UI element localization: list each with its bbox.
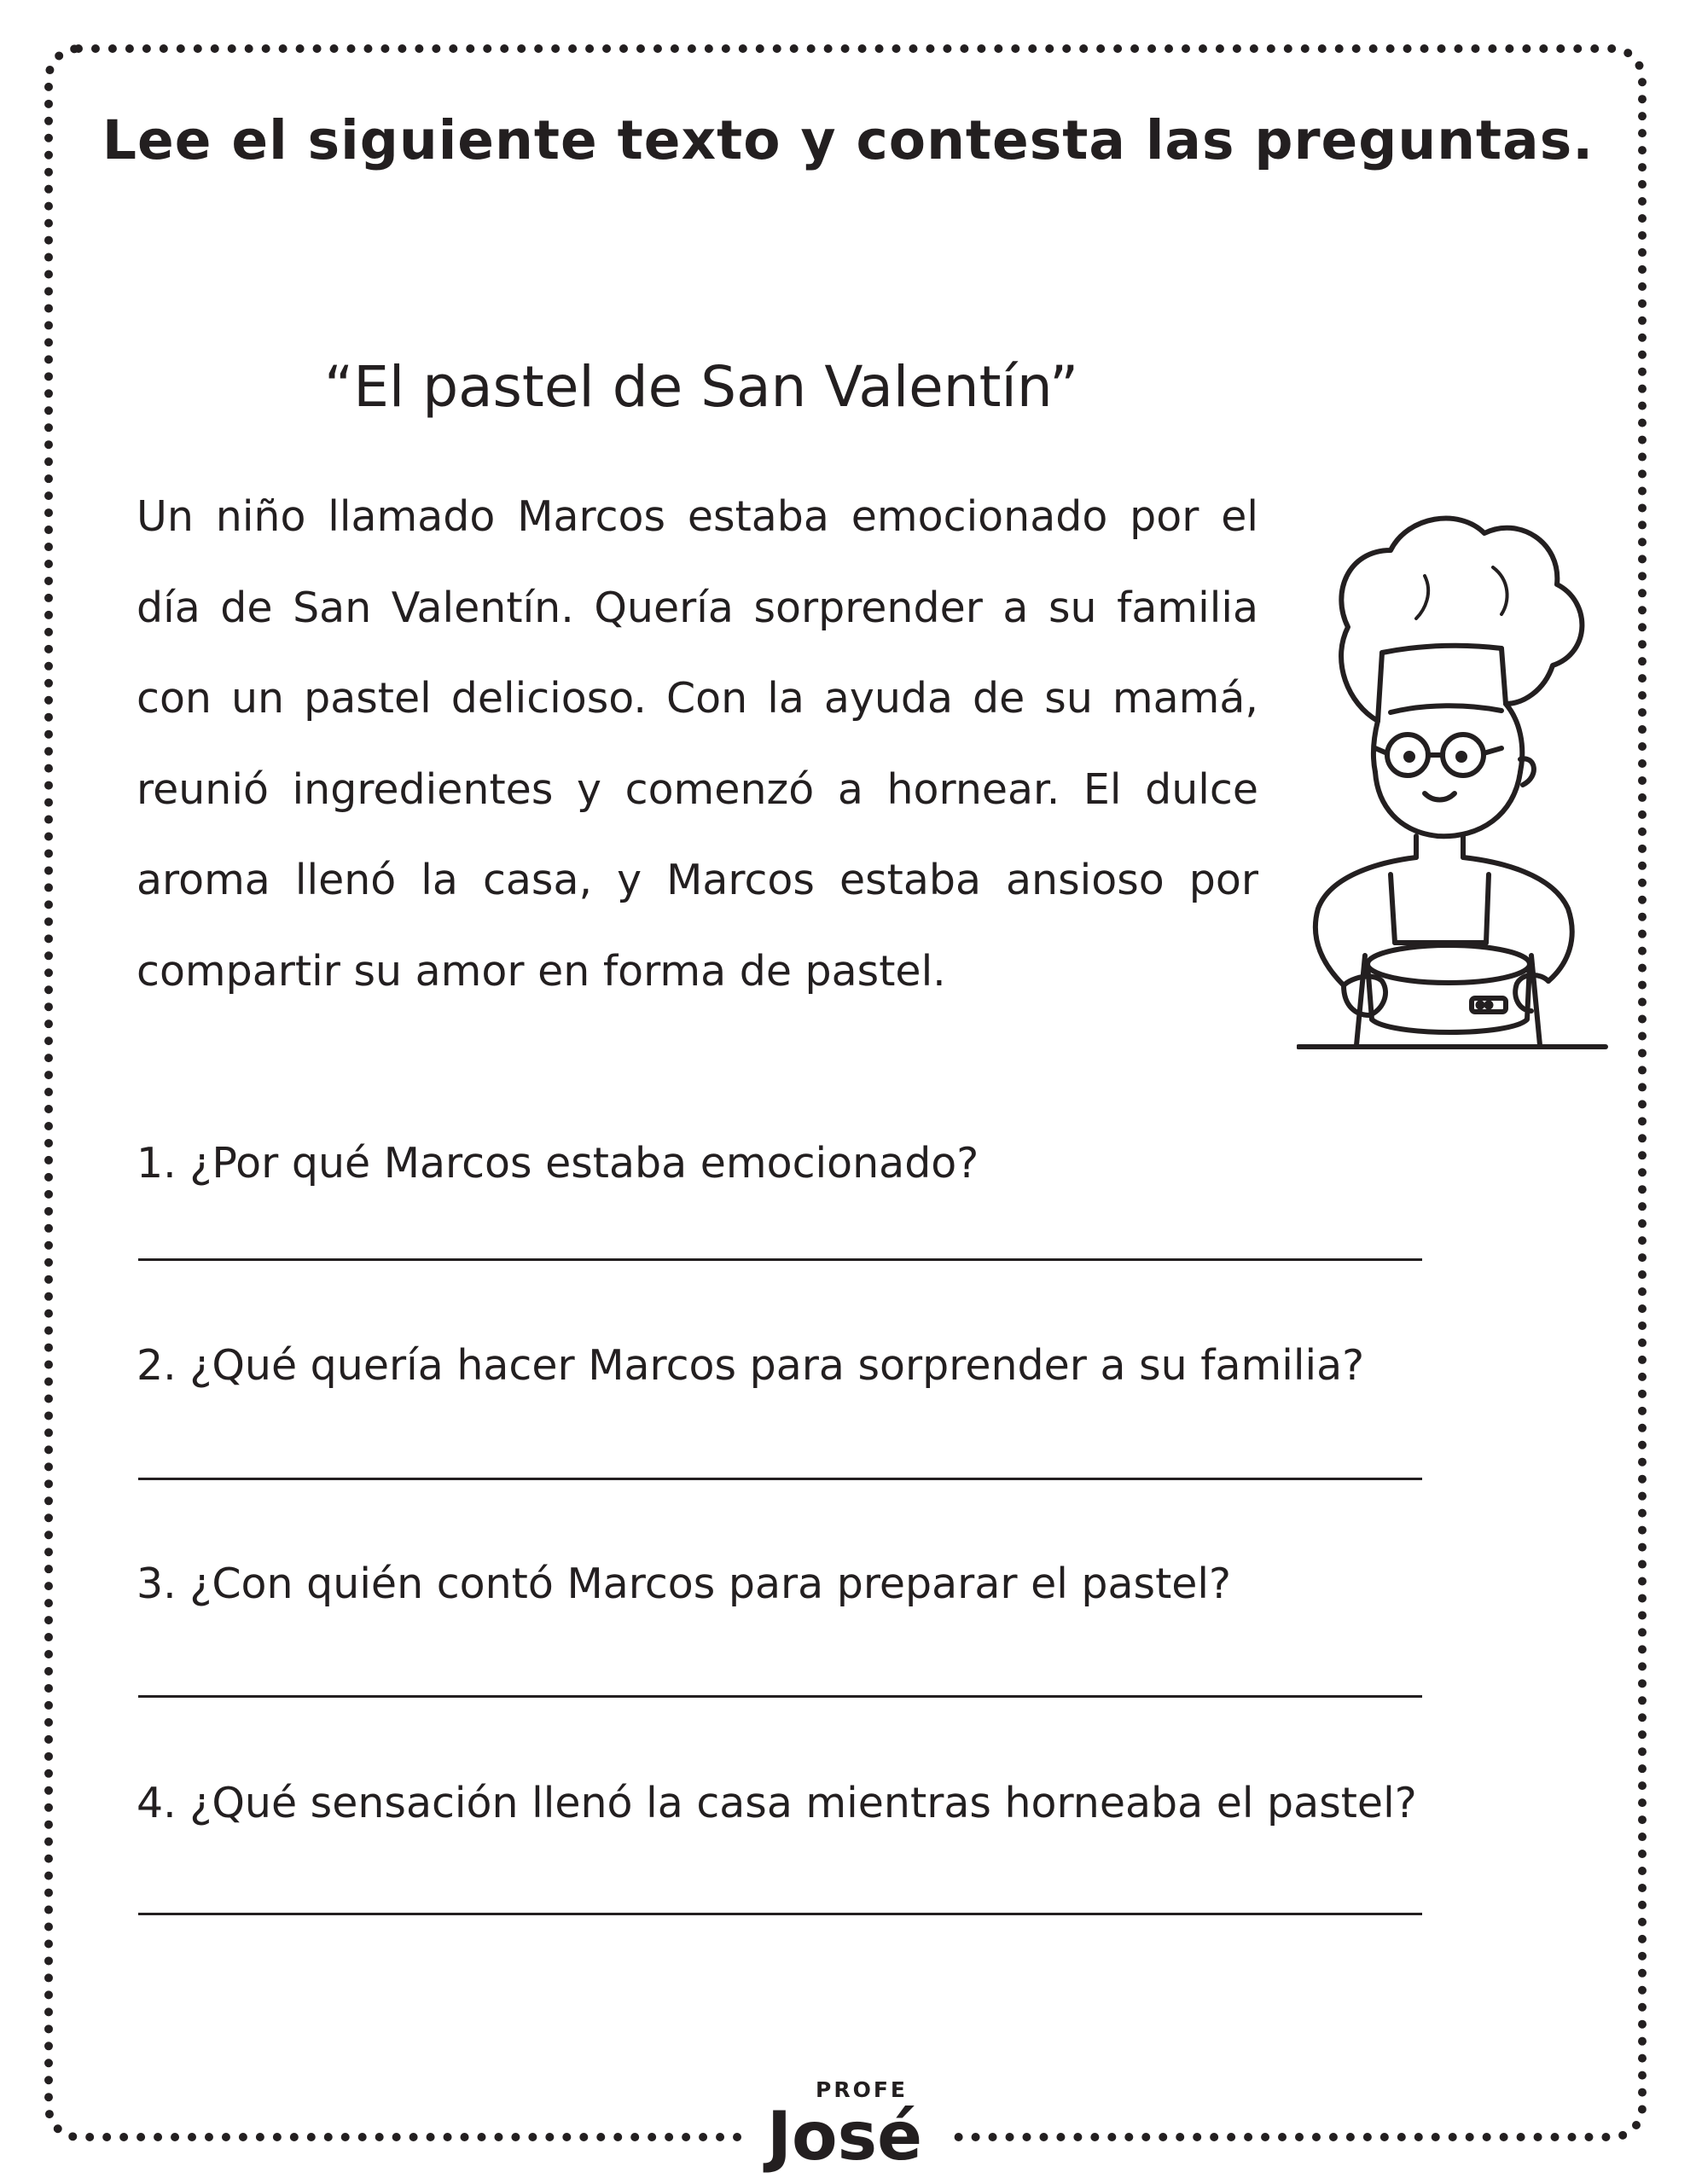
logo-small-text: PROFE: [816, 2077, 908, 2102]
story-text: Un niño llamado Marcos estaba emocionado por el día de San Valentín. Quería sorprender a su familia con un pastel delicioso. Con la ayuda de su mamá, reunió ingredientes y comenzó a hornear. El dulce aroma llenó la casa, y Marcos estaba ansioso por compartir su amor en forma de pastel.: [136, 492, 1258, 996]
story-title: “El pastel de San Valentín”: [324, 354, 1079, 420]
instructions-heading: Lee el siguiente texto y contesta las preguntas.: [102, 109, 1594, 171]
answer-line-4[interactable]: [138, 1913, 1422, 1915]
brand-logo: [751, 2077, 938, 2175]
answer-line-2[interactable]: [138, 1478, 1422, 1480]
answer-line-1[interactable]: [138, 1258, 1422, 1261]
logo-main-text: José: [767, 2099, 922, 2175]
question-3: 3. ¿Con quién contó Marcos para preparar el pastel?: [136, 1560, 1232, 1608]
answer-line-3[interactable]: [138, 1695, 1422, 1698]
question-2: 2. ¿Qué quería hacer Marcos para sorprender a su familia?: [136, 1341, 1365, 1390]
question-4: 4. ¿Qué sensación llenó la casa mientras horneaba el pastel?: [136, 1779, 1417, 1827]
question-1: 1. ¿Por qué Marcos estaba emocionado?: [136, 1139, 979, 1188]
chef-boy-illustration: [1297, 499, 1608, 1054]
